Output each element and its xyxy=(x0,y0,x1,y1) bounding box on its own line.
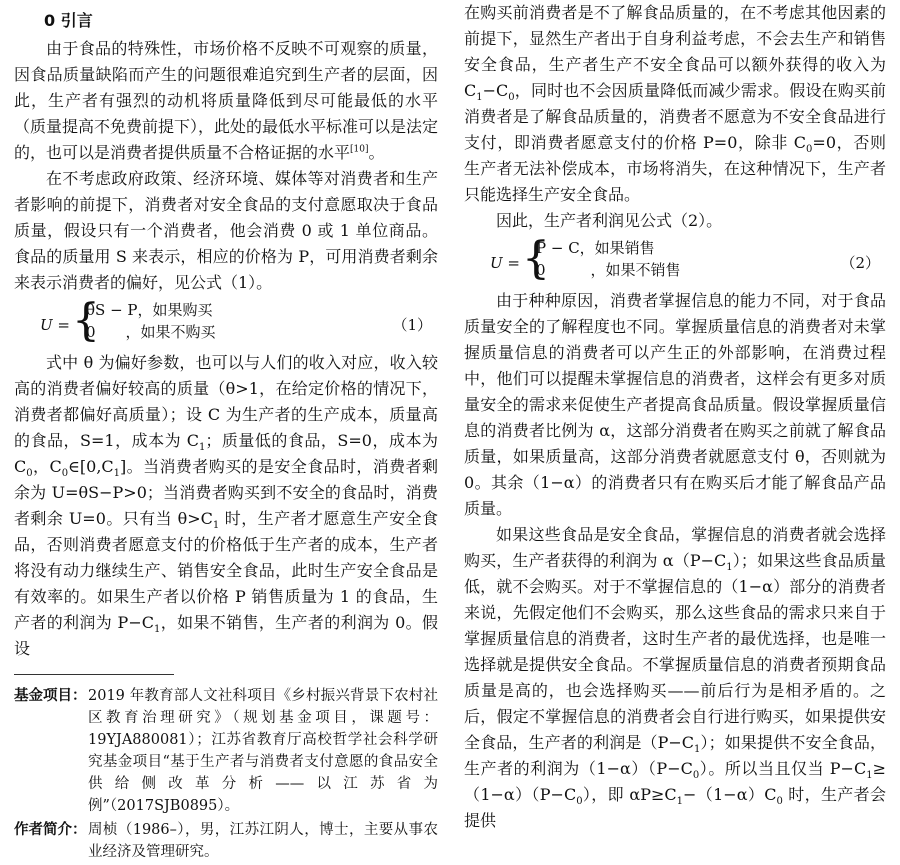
paragraph-willingness: 在不考虑政府政策、经济环境、媒体等对消费者和生产者影响的前提下，消费者对安全食品的支付意愿取决于食品质量，假设只有一个消费者，他会消费 0 或 1 单位商品。食品的质量用 S 来表示，相应的价格为 P，可用消费者剩余来表示消费者的偏好，见公式（1）。 xyxy=(14,169,438,292)
formula-2 xyxy=(464,233,886,284)
paragraph-information: 由于种种原因，消费者掌握信息的能力不同，对于食品质量安全的了解程度也不同。掌握质量信息的消费者对未掌握质量信息的消费者可以产生正的外部影响，在消费过程中，他们可以提醒未掌握信息的消费者，这样会有更多对质量安全的需求来促使生产者提高食品质量。假设掌握质量信息的消费者比例为 α，这部分消费者在购买之前就了解食品质量，如果质量高，这部分消费者就愿意支付 θ，否则就为 0。其余（1−α）的消费者只有在购买后才能了解食品产品质量。 xyxy=(464,291,886,518)
citation-ref: [10] xyxy=(350,144,369,155)
formula-2-case-sell: P − C，如果销售 xyxy=(536,239,655,257)
paragraph-model: 式中 θ 为偏好参数，也可以与人们的收入对应，收入较高的消费者偏好较高的质量（θ>1，在给定价格的情况下，消费者都偏好高质量）；设 C 为生产者的生产成本，质量高的食品，S=1，成本为 $C_1$；质量低的食品，S=0，成本为 $C_0$，$C_0\in[0,C_1]$。当消费者购买的是安全食品时，消费者剩余为 U=θS−P>0；当消费者购买到不安全的食品时，消费者剩余 U=0。只有当 $\theta>C_1$ 时，生产者才愿意生产安全食品，否则消费者愿意支付的价格低于生产者的成本，生产者将没有动力继续生产、销售安全食品，此时生产安全食品是有效率的。如果生产者以价格 P 销售质量为 1 的食品，生产者的利润为 $P-C_1$，如果不销售，生产者的利润为 0。假设 xyxy=(14,353,438,658)
funding-label: 基金项目： xyxy=(14,688,87,704)
formula-brace: { xyxy=(522,233,550,284)
author-label: 作者简介： xyxy=(14,822,87,838)
section-heading: 0 引言 xyxy=(44,11,93,30)
paragraph-pre-purchase: 在购买前消费者是不了解食品质量的，在不考虑其他因素的前提下，显然生产者出于自身利益考虑，不会去生产和销售安全食品，生产者生产不安全食品可以额外获得的收入为 $C_1-C_0$，同时也不会因质量降低而减少需求。假设在购买前消费者是了解食品质量的，消费者不愿意为不安全食品进行支付，即消费者愿意支付的价格 P=0，除非 $C_0=0$，否则生产者无法补偿成本，市场将消失，在这种情况下，生产者只能选择生产安全食品。 xyxy=(464,3,886,204)
formula-2-lhs: U = xyxy=(490,254,520,272)
formula-1-case-buy: θS − P，如果购买 xyxy=(86,301,213,319)
formula-brace: { xyxy=(72,295,100,346)
formula-1-case-not-buy: 0 ，如果不购买 xyxy=(86,323,216,341)
right-column xyxy=(464,0,886,834)
paragraph-intro: 由于食品的特殊性，市场价格不反映不可观察的质量，因食品质量缺陷而产生的问题很难追究到生产者的层面，因此，生产者有强烈的动机将质量降低到尽可能最低的水平（质量提高不免费前提下），此处的最低水平标准可以是法定的，也可以是消费者提供质量不合格证据的水平[10]。 xyxy=(14,39,439,162)
formula-2-number: （2） xyxy=(840,254,880,272)
left-column xyxy=(14,0,438,865)
author-note: 作者简介： 周桢（1986–），男，江苏江阴人，博士，主要从事农业经济及管理研究。 xyxy=(14,819,438,863)
footnote-divider xyxy=(14,674,174,675)
formula-1-number: （1） xyxy=(392,316,432,334)
formula-1-lhs: U = xyxy=(40,316,70,334)
formula-2-case-not-sell: 0 ，如果不销售 xyxy=(536,261,681,279)
formula-1 xyxy=(14,295,438,346)
paragraph-profit-intro: 因此，生产者利润见公式（2）。 xyxy=(496,211,723,230)
paragraph-safe-food: 如果这些食品是安全食品，掌握信息的消费者就会选择购买，生产者获得的利润为 $\alpha(P-C_1)$；如果这些食品质量低，就不会购买。对于不掌握信息的（1−α）部分的消费者来说，先假定他们不会购买，那么这些食品的需求只来自于掌握质量信息的消费者，这时生产者的最优选择，也是唯一选择就是提供安全食品。不掌握质量信息的消费者预期食品质量是高的，也会选择购买——前后行为是相矛盾的。之后，假定不掌握信息的消费者会自行进行购买，如果提供安全食品，生产者的利润是$(P-C_1)$；如果提供不安全食品，生产者的利润为$(1-\alpha)(P-C_0)$。所以当且仅当 $P-C_1\ge(1-\alpha)(P-C_0)$，即 $\alpha P\ge C_1-(1-\alpha)C_0$ 时，生产者会提供 xyxy=(464,525,886,830)
funding-note: 基金项目： 2019 年教育部人文社科项目《乡村振兴背景下农村社区教育治理研究》（规划基金项目，课题号：19YJA880081）；江苏省教育厅高校哲学社会科学研究基金项目“基于生产者与消费者支付意愿的食品安全供给侧改革分析——以江苏省为例”（2017SJB0895）。 xyxy=(14,685,438,817)
